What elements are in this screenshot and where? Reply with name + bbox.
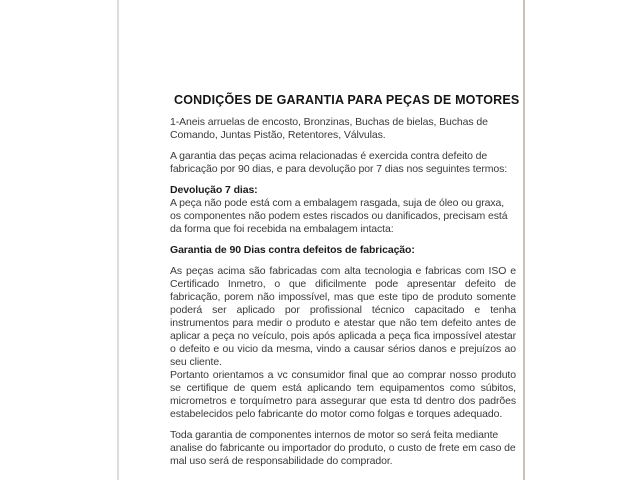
return-policy-heading: Devolução 7 dias:	[170, 184, 258, 196]
parts-list-paragraph: 1-Aneis arruelas de encosto, Bronzinas, Buchas de bielas, Buchas de Comando, Juntas Pistão, Retentores, Válvulas.	[170, 116, 488, 141]
page-title: CONDIÇÕES DE GARANTIA PARA PEÇAS DE MOTORES	[174, 93, 520, 107]
defect-warranty-paragraph-1: As peças acima são fabricadas com alta tecnologia e fabricas com ISO e Certificado Inmetro, o que dificilmente pode apresentar defeito de fabricação, porem não impossível, mas que este tipo de produto somente poderá ser aplicado por profissional técnico capacitado e tenha instrumentos para medir o produto e atestar que não tem defeito antes de aplicar a peça no veículo, pois após aplicada a peça fica impossível atestar o defeito e ou vicio da mesma, vindo a causar sérios danos e prejuízos ao seu cliente.	[170, 265, 516, 368]
defect-warranty-heading: Garantia de 90 Dias contra defeitos de fabricação:	[170, 244, 415, 256]
content-right-border	[523, 0, 525, 480]
warranty-summary-paragraph: A garantia das peças acima relacionadas é exercida contra defeito de fabricação por 90 dias, e para devolução por 7 dias nos seguintes termos:	[170, 150, 508, 175]
content-left-border	[117, 0, 119, 480]
closing-paragraph: Toda garantia de componentes internos de motor so será feita mediante analise do fabricante ou importador do produto, o custo de frete em caso de mal uso será de responsabilidade do comprador.	[170, 429, 516, 467]
document-body	[170, 92, 520, 468]
return-policy-paragraph: A peça não pode está com a embalagem rasgada, suja de óleo ou graxa, os componentes não podem estes riscados ou danificados, precisam está da forma que foi recebida na embalagem intacta:	[170, 197, 508, 235]
defect-warranty-paragraph-2: Portanto orientamos a vc consumidor final que ao comprar nosso produto se certifique de quem está aplicando tem equipamentos como súbitos, micrometros e torquímetro para assegurar que esta td dentro dos padrões estabelecidos pelo fabricante do motor como folgas e torques adequado.	[170, 369, 516, 420]
